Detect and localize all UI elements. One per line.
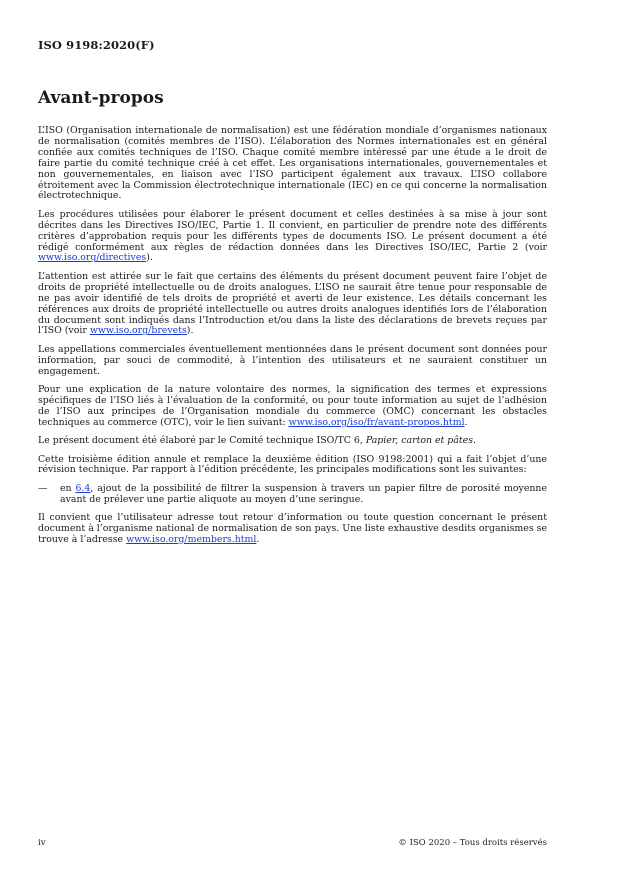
paragraph-patents <box>38 272 547 337</box>
foreword-body <box>38 126 547 553</box>
list-item-prefix: en <box>60 482 76 494</box>
document-id-header: ISO 9198:2020(F) <box>38 38 155 52</box>
paragraph-voluntary-nature-end: . <box>464 416 468 428</box>
paragraph-feedback-text: Il convient que l’utilisateur adresse tout retour d’information ou toute question concernant le présent document à l’organisme national de normalisation de son pays. Une liste exhaustive desdits organismes se trouve à l’adresse <box>38 512 547 545</box>
list-item-text: , ajout de la possibilité de filtrer la suspension à travers un papier filtre de porosité moyenne avant de prélever une partie aliquote au moyen d’une seringue. <box>60 482 547 505</box>
paragraph-voluntary-nature-text: Pour une explication de la nature volontaire des normes, la signification des termes et expressions spécifiques de l’ISO liés à l’évaluation de la conformité, ou pour toute information au sujet de l’adhésion de l’ISO aux principes de l’Organisation mondiale du commerce (OMC) concernant les obstacles techniques au commerce (OTC), voir le lien suivant: <box>38 384 547 428</box>
copyright-notice: © ISO 2020 – Tous droits réservés <box>398 838 547 848</box>
page-number: iv <box>38 838 46 848</box>
paragraph-committee-end: . <box>473 435 476 447</box>
committee-title: Papier, carton et pâtes <box>365 435 474 447</box>
paragraph-patents-end: ). <box>186 325 194 337</box>
paragraph-iso-intro: L’ISO (Organisation internationale de normalisation) est une fédération mondiale d’organismes nationaux de normalisation (comités membres de l’ISO). L’élaboration des Normes internationales est en général confiée aux comités techniques de l’ISO. Chaque comité membre intéressé par une étude a le droit de faire partie du comité technique créé à cet effet. Les organisations internationales, gouvernementales et non gouvernementales, en liaison avec l’ISO participent également aux travaux. L’ISO collabore étroitement avec la Commission électrotechnique internationale (IEC) en ce qui concerne la normalisation électrotechnique. <box>38 125 547 202</box>
paragraph-trade-names: Les appellations commerciales éventuellement mentionnées dans le présent document sont données pour information, par souci de commodité, à l’intention des utilisateurs et ne sauraient constituer un engagement. <box>38 343 547 377</box>
paragraph-procedures-end: ). <box>146 252 153 264</box>
paragraph-edition: Cette troisième édition annule et remplace la deuxième édition (ISO 9198:2001) qui a fait l’objet d’une révision technique. Par rapport à l’édition précédente, les principales modifications sont les suivantes: <box>38 453 547 476</box>
document-page <box>38 0 547 876</box>
paragraph-committee <box>38 436 547 447</box>
clause-6-4-link[interactable]: 6.4 <box>75 482 91 494</box>
patents-link[interactable]: www.iso.org/brevets <box>89 325 187 337</box>
paragraph-voluntary-nature <box>38 385 547 429</box>
directives-link[interactable]: www.iso.org/directives <box>38 252 147 264</box>
paragraph-procedures-text: Les procédures utilisées pour élaborer le présent document et celles destinées à sa mise à jour sont décrites dans les Directives ISO/IEC, Partie 1. Il convient, en particulier de prendre note des différents critères d’approbation requis pour les différents types de documents ISO. Le présent document a été rédigé conformément aux règles de rédaction données dans les Directives ISO/IEC, Partie 2 (voir <box>38 208 547 253</box>
paragraph-patents-text: L’attention est attirée sur le fait que certains des éléments du présent document peuvent faire l’objet de droits de propriété intellectuelle ou de droits analogues. L’ISO ne saurait être tenue pour responsable de ne pas avoir identifié de tels droits de propriété et averti de leur existence. Les détails concernant les références aux droits de propriété intellectuelle ou autres droits analogues identifiés lors de l’élaboration du document sont indiqués dans l’Introduction et/ou dans la liste des déclarations de brevets reçues par l’ISO (voir <box>38 270 547 337</box>
list-item-content <box>60 484 547 506</box>
paragraph-feedback <box>38 513 547 546</box>
members-link[interactable]: www.iso.org/members.html <box>126 534 257 545</box>
foreword-link[interactable]: www.iso.org/iso/fr/avant-propos.html <box>288 416 465 428</box>
paragraph-feedback-end: . <box>256 534 260 545</box>
dash-bullet: — <box>38 482 48 494</box>
paragraph-procedures <box>38 210 547 265</box>
paragraph-committee-text: Le présent document été élaboré par le Comité technique ISO/TC 6, <box>38 435 366 447</box>
list-item <box>38 484 547 506</box>
section-title: Avant-propos <box>38 88 164 108</box>
